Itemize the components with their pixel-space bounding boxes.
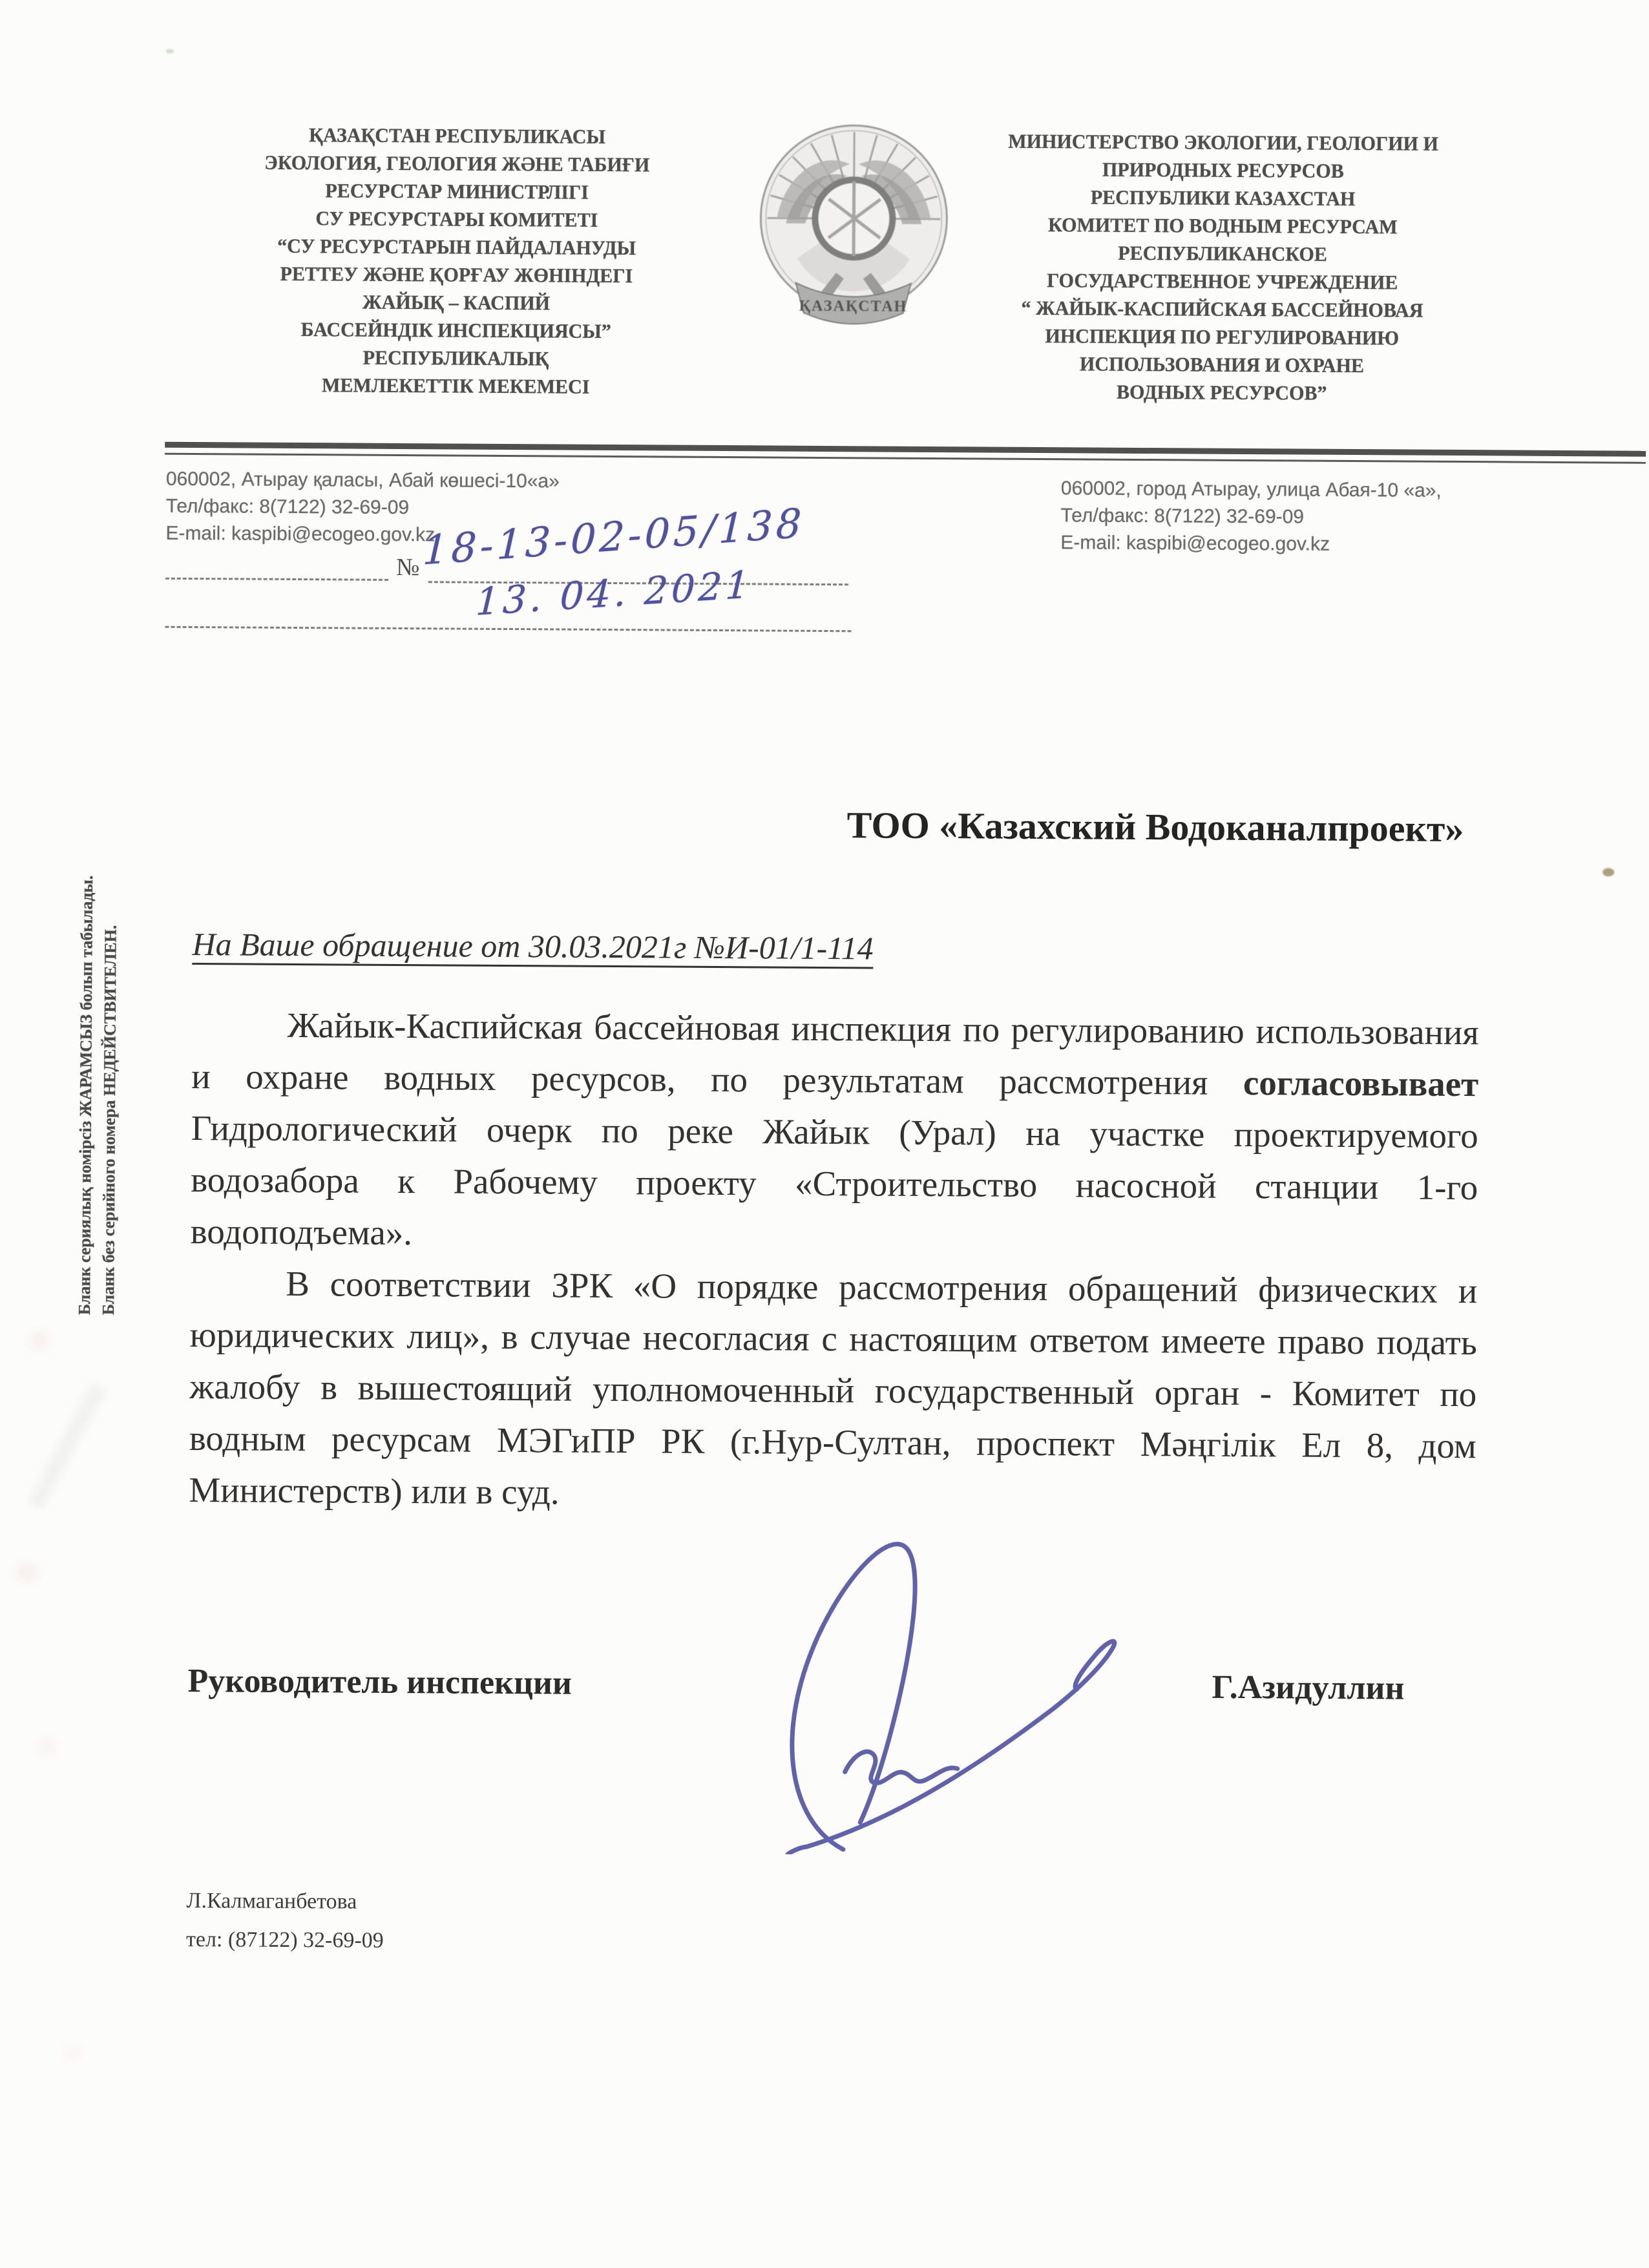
email-line: E-mail: kaspibi@ecogeo.gov.kz [1060, 532, 1330, 555]
phone-line: Тел/факс: 8(7122) 32-69-09 [165, 495, 410, 519]
handwritten-date: 13. 04. 2021 [474, 562, 753, 624]
org-line: ИНСПЕКЦИЯ ПО РЕГУЛИРОВАНИЮ [1045, 324, 1400, 350]
signature-autograph [691, 1518, 1158, 1856]
recipient: ТОО «Казахский Водоканалпроект» [846, 804, 1464, 850]
paragraph-1-text: Жайык-Каспийская бассейновая инспекция по регулированию использования и охране водных ресурсов, по результатам рассмотрения [191, 1005, 1479, 1102]
subject-line: На Ваше обращение от 30.03.2021г №И-01/1-114 [192, 926, 874, 967]
org-line: РЕТТЕУ ЖӘНЕ ҚОРҒАУ ЖӨНІНДЕГІ [280, 262, 633, 288]
approval-word-bold: согласовывает [1243, 1062, 1479, 1104]
org-line: КОМИТЕТ ПО ВОДНЫМ РЕСУРСАМ [1047, 213, 1398, 238]
contact-block-russian [1060, 475, 1442, 559]
paragraph-2: В соответствии ЗРК «О порядке рассмотрения обращений физических и юридических лиц», в случае несогласия с настоящим ответом имеете право подать жалобу в вышестоящий уполномоченный государственный орган - Комитет по водным ресурсам МЭГиПР РК (г.Нур-Султан, проспект Мәңгілік Ел 8, дом Министерств) или в суд. [189, 1263, 1478, 1512]
org-line: ВОДНЫХ РЕСУРСОВ” [1116, 380, 1327, 404]
scan-streak [27, 1382, 107, 1509]
org-line: МИНИСТЕРСТВО ЭКОЛОГИИ, ГЕОЛОГИИ И [1008, 129, 1439, 155]
number-sign: № [395, 553, 420, 582]
emblem-banner-text: ҚАЗАҚСТАН [799, 297, 908, 315]
org-line: МЕМЛЕКЕТТІК МЕКЕМЕСІ [321, 373, 590, 398]
org-line: СУ РЕСУРСТАРЫ КОМИТЕТІ [315, 207, 598, 231]
org-line: БАССЕЙНДІК ИНСПЕКЦИЯСЫ” [300, 318, 611, 342]
blank-line [165, 578, 388, 581]
scan-smudge [16, 1564, 37, 1580]
executor-phone: тел: (87122) 32-69-09 [185, 1927, 384, 1953]
org-line: РЕСПУБЛИКАЛЫҚ [362, 346, 549, 370]
org-line: ПРИРОДНЫХ РЕСУРСОВ [1102, 158, 1344, 182]
signer-title: Руководитель инспекции [187, 1663, 572, 1702]
org-line: “СУ РЕСУРСТАРЫН ПАЙДАЛАНУДЫ [277, 234, 636, 260]
phone-line: Тел/факс: 8(7122) 32-69-09 [1060, 505, 1305, 528]
paragraph-1 [191, 999, 1479, 1265]
signer-name: Г.Азидуллин [1212, 1668, 1405, 1707]
scan-speck [166, 49, 174, 54]
address-line: 060002, город Атырау, улица Абая-10 «а», [1060, 478, 1442, 501]
scan-smudge [30, 1333, 48, 1349]
paragraph-1-continued: Гидрологический очерк по реке Жайык (Урал) на участке проектируемого водозабора к Рабочему проекту «Строительство насосной станции 1-го водоподъема». [190, 1108, 1478, 1253]
org-line: РЕСУРСТАР МИНИСТРЛІГІ [325, 179, 589, 204]
executor-name: Л.Калмаганбетова [186, 1889, 357, 1914]
address-line: 060002, Атырау қаласы, Абай көшесі-10«а» [165, 468, 560, 492]
org-line: ЖАЙЫҚ – КАСПИЙ [362, 290, 551, 315]
org-line: ИСПОЛЬЗОВАНИЯ И ОХРАНЕ [1079, 352, 1365, 377]
org-line: ЭКОЛОГИЯ, ГЕОЛОГИЯ ЖӘНЕ ТАБИҒИ [264, 151, 650, 176]
email-line: E-mail: kaspibi@ecogeo.gov.kz [165, 522, 436, 546]
stamp-line-russian: Бланк без серийного номера НЕДЕЙСТВИТЕЛЕН. [98, 925, 120, 1316]
kazakhstan-coat-of-arms-icon [757, 121, 951, 326]
stamp-line-kazakh: Бланк сериялық номірсіз ЖАРАМСЫЗ болып табылады. [74, 875, 97, 1316]
org-line: РЕСПУБЛИКАНСКОЕ [1118, 241, 1327, 266]
org-line: РЕСПУБЛИКИ КАЗАХСТАН [1090, 185, 1356, 211]
letter-body [189, 999, 1479, 1524]
org-line: ҚАЗАҚСТАН РЕСПУБЛИКАСЫ [309, 123, 606, 148]
org-name-kazakh [222, 120, 691, 401]
org-line: ГОСУДАРСТВЕННОЕ УЧРЕЖДЕНИЕ [1047, 269, 1398, 294]
executor-block [186, 1882, 384, 1960]
org-line: “ ЖАЙЫК-КАСПИЙСКАЯ БАССЕЙНОВАЯ [1021, 296, 1423, 322]
scan-smudge [39, 1740, 54, 1754]
handwritten-outgoing-number: 18-13-02-05/138 [421, 499, 806, 574]
blank-line [165, 626, 851, 632]
org-name-russian [971, 127, 1475, 408]
scan-speck [1602, 868, 1614, 876]
blank-validity-stamp [72, 785, 123, 1315]
scan-smudge [67, 2048, 79, 2059]
